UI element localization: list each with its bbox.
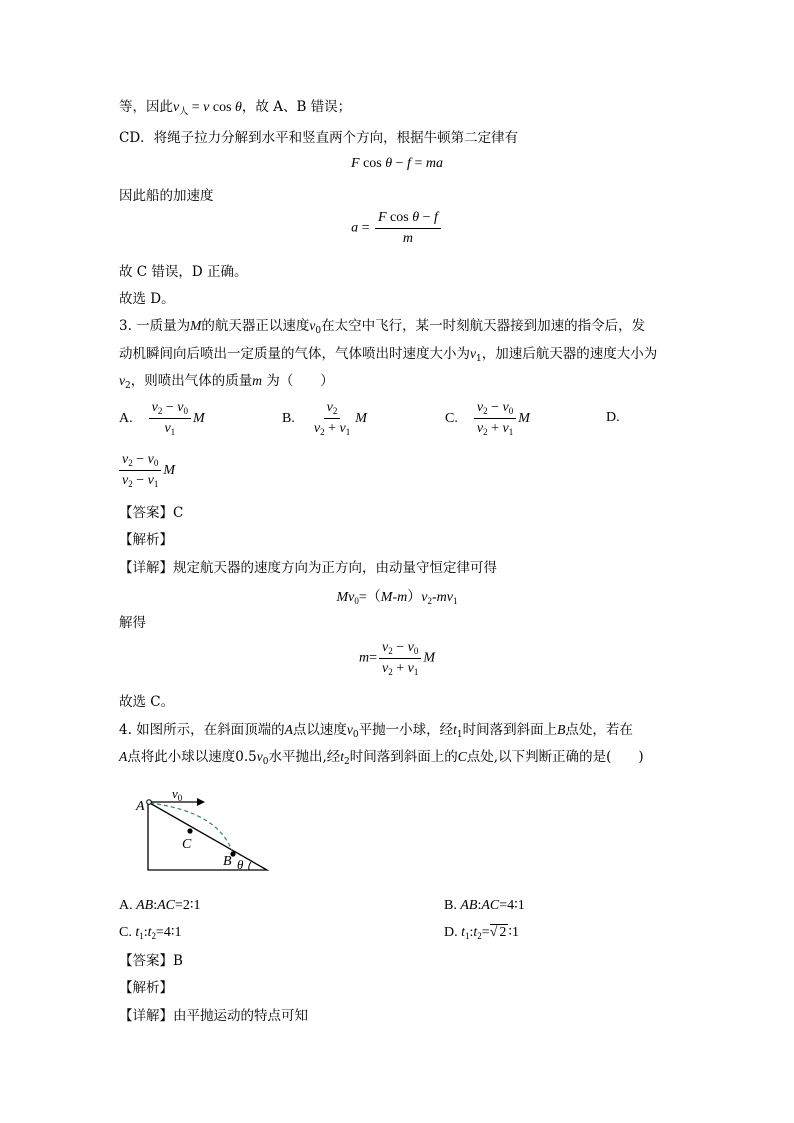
text-line: CD．将绳子拉力分解到水平和竖直两个方向，根据牛顿第二定律有 bbox=[119, 130, 519, 146]
text-line: 故 C 错误，D 正确。 bbox=[119, 264, 248, 280]
analysis-heading: 【解析】 bbox=[119, 980, 173, 996]
equation: $Mv_0=(M-m)v_2-mv_1$ bbox=[336, 590, 458, 606]
label-a: A bbox=[136, 799, 145, 814]
label-theta: θ bbox=[237, 857, 244, 872]
text-line: 解得 bbox=[119, 615, 146, 631]
text-line: 故选 D。 bbox=[119, 291, 175, 307]
equation: F cos θ − f = ma bbox=[351, 156, 443, 171]
detail-line: 【详解】由平抛运动的特点可知 bbox=[119, 1008, 308, 1024]
answer-line: 【答案】C bbox=[119, 505, 184, 521]
option-c: C. $t_1:t_2=4∶1$ bbox=[119, 925, 182, 941]
incline-figure bbox=[125, 782, 275, 877]
option-c: C. $\frac{v_2 - v_0}{v_2 + v_1}$ M bbox=[445, 400, 530, 437]
option-d: D. bbox=[606, 410, 620, 425]
text-fragment: 等，因此 bbox=[119, 99, 173, 115]
equation: a = $\frac{\text{F cos θ − f}}{m}$ bbox=[0, 210, 794, 247]
text-line: 等，因此$v_人 = v$ cos θ，故 A、B 错误； bbox=[119, 99, 352, 116]
question-line: 3. 一质量为M的航天器正以速度$v_0$在太空中飞行，某一时刻航天器接到加速的指令后，发 bbox=[119, 318, 646, 336]
label-v0: $v_0$ bbox=[172, 786, 183, 803]
text-line: 因此船的加速度 bbox=[119, 188, 214, 204]
angle-arc bbox=[249, 862, 251, 870]
point-c bbox=[187, 828, 192, 833]
text-line: 故选 C。 bbox=[119, 694, 175, 710]
option-a: A. AB:AC=2∶1 bbox=[119, 898, 201, 913]
equation: m= $\frac{v_2 - v_0}{v_2 + v_1}$ M bbox=[358, 640, 436, 677]
option-d-content: $\frac{v_2 - v_0}{v_2 - v_1}$ M bbox=[117, 452, 175, 489]
label-c: C bbox=[182, 837, 192, 852]
incline-triangle bbox=[148, 802, 267, 870]
analysis-heading: 【解析】 bbox=[119, 532, 173, 548]
question-line: $v_2$，则喷出气体的质量m 为（ ） bbox=[119, 373, 334, 391]
option-a: A. $\frac{v_2 - v_0}{v_1}$ M bbox=[119, 400, 205, 437]
arrow-head bbox=[197, 798, 205, 806]
detail-line: 【详解】规定航天器的速度方向为正方向，由动量守恒定律可得 bbox=[119, 560, 497, 576]
point-a bbox=[147, 800, 152, 805]
answer-line: 【答案】B bbox=[119, 953, 183, 969]
text-fragment: ，故 A、B 错误； bbox=[241, 99, 352, 115]
question-line: 4. 如图所示，在斜面顶端的A点以速度$v_0$平抛一小球，经$t_1$时间落到斜面上B点处，若在 bbox=[119, 722, 633, 740]
label-b: B bbox=[223, 854, 232, 869]
question-line: 动机瞬间向后喷出一定质量的气体，气体喷出时速度大小为$v_1$，加速后航天器的速度大小为 bbox=[119, 346, 658, 364]
option-b: B. AB:AC=4∶1 bbox=[444, 898, 525, 913]
option-b: B. $\frac{v_2}{v_2 + v_1}$ M bbox=[282, 400, 367, 437]
option-d: D. $t_1:t_2=√$ 2 ∶1 bbox=[444, 925, 520, 941]
question-line: A点将此小球以速度$0.5v_0$水平抛出,经$t_2$时间落到斜面上的C点处,以下判断正确的是( ) bbox=[119, 749, 644, 767]
